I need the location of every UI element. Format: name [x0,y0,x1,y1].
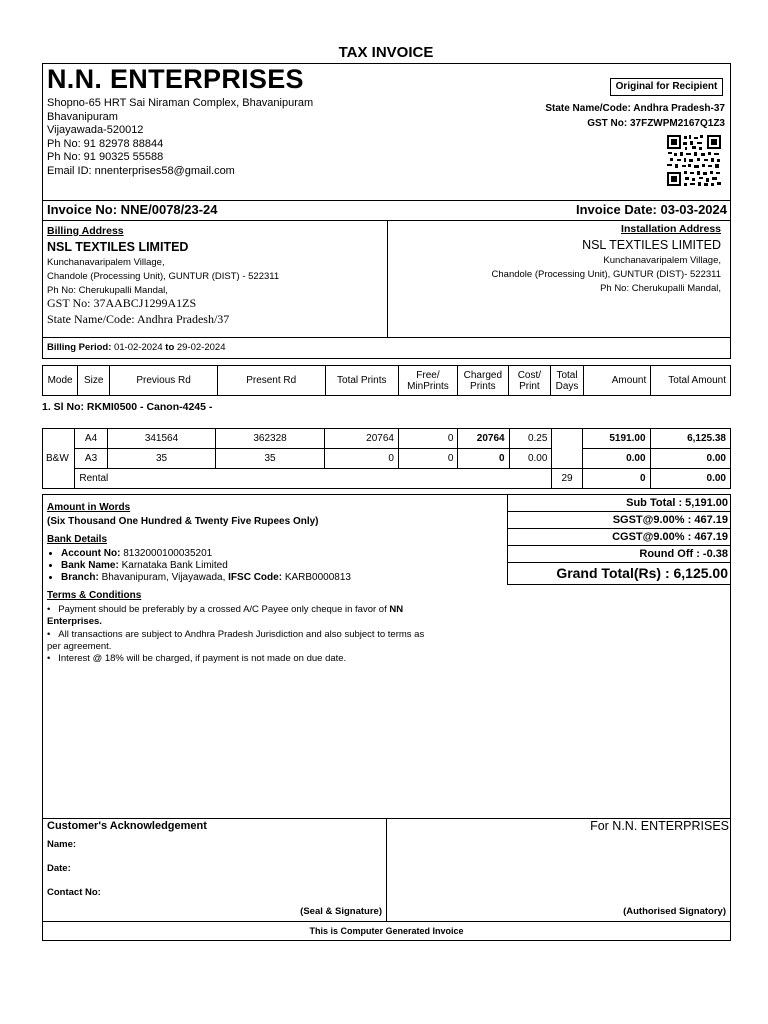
billing-address-line: Kunchanavaripalem Village, [47,257,165,268]
copy-label-box [610,78,723,96]
billing-name: NSL TEXTILES LIMITED [47,240,189,254]
seller-phone: Ph No: 91 90325 55588 [47,151,164,163]
table-row [43,449,731,469]
col-cost-per-print: Cost/ Print [508,366,550,396]
billing-period-to-word: to [165,342,175,353]
divider [42,921,731,922]
ack-contact-field: Contact No: [47,887,101,898]
invoice-date: Invoice Date: 03-03-2024 [575,202,727,217]
cgst: CGST@9.00% : 467.19 [612,531,728,543]
term-3: Interest @ 18% will be charged, if payment is not made on due date. [58,653,347,664]
table-row [43,429,731,449]
installation-phone: Ph No: Cherukupalli Mandal, [600,283,721,294]
list-item: • All transactions are subject to Andhra Pradesh Jurisdiction and also subject to terms as per agreement. [47,629,425,652]
installation-name: NSL TEXTILES LIMITED [582,238,721,252]
term-1: Payment should be preferably by a crossed A/C Payee only cheque in favor of [58,604,387,615]
for-company-label: For N.N. ENTERPRISES [590,819,729,833]
seller-address-line: Bhavanipuram [47,110,118,123]
totals-box [507,494,731,585]
rental-label-cell: Rental [75,469,552,489]
total-amount-cell: 6,125.38 [650,429,730,449]
divider [507,511,731,512]
prev-rd-cell: 341564 [107,429,216,449]
sub-total: Sub Total : 5,191.00 [626,497,728,509]
divider [507,562,731,563]
divider [386,818,387,921]
list-item [61,548,501,560]
ack-heading: Customer's Acknowledgement [47,820,207,832]
branch-label: Branch: [61,572,99,583]
rental-days-cell: 29 [552,469,582,489]
divider [42,337,731,338]
billing-state-code: State Name/Code: Andhra Pradesh/37 [47,312,230,326]
divider [507,545,731,546]
installation-address-line: Kunchanavaripalem Village, [603,255,721,266]
installation-address-line: Chandole (Processing Unit), GUNTUR (DIST)- 522311 [491,269,721,280]
billing-address-line: Chandole (Processing Unit), GUNTUR (DIST) - 522311 [47,271,280,282]
bank-details-list [47,548,501,584]
seller-address [47,97,313,178]
prev-rd-cell: 35 [107,449,216,469]
ifsc-code: KARB0000813 [284,572,351,583]
seller-gst: GST No: 37FZWPM2167Q1Z3 [587,118,725,129]
col-total-days: Total Days [551,366,584,396]
free-prints-cell: 0 [398,449,458,469]
billing-address [47,256,279,298]
terms-heading: Terms & Conditions [47,590,142,601]
seller-address-line: Vijayawada-520012 [47,124,144,136]
seller-state-code: State Name/Code: Andhra Pradesh-37 [545,103,725,114]
seller-address-line: Shopno-65 HRT Sai Niraman Complex, Bhavanipuram [47,97,314,109]
list-item [61,572,501,584]
machine-line: 1. Sl No: RKMI0500 - Canon-4245 - [42,401,213,413]
table-row [43,469,731,489]
seller-email: Email ID: nnenterprises58@gmail.com [47,164,235,177]
mode-cell: B&W [43,429,75,489]
account-number: 8132000100035201 [123,548,213,559]
present-rd-cell: 362328 [216,429,325,449]
size-cell: A3 [75,449,107,469]
qr-code-icon [666,134,722,187]
cost-cell: 0.00 [509,449,552,469]
list-item [61,560,501,572]
col-present-rd: Present Rd [217,366,325,396]
billing-period-label: Billing Period: [47,342,112,353]
billing-period-to: 29-02-2024 [176,342,226,353]
columns-header [42,365,731,396]
ack-date-field: Date: [47,863,71,874]
invoice-number: Invoice No: NNE/0078/23-24 [47,202,218,217]
col-charged-prints: Charged Prints [457,366,508,396]
round-off: Round Off : -0.38 [639,548,728,560]
divider [507,528,731,529]
doc-title: TAX INVOICE [338,44,434,61]
cost-cell: 0.25 [509,429,552,449]
amount-cell: 5191.00 [582,429,650,449]
divider [507,494,508,585]
col-size: Size [78,366,110,396]
seller-name: N.N. ENTERPRISES [47,64,304,94]
present-rd-cell: 35 [216,449,325,469]
free-prints-cell: 0 [398,429,458,449]
computer-generated-note: This is Computer Generated Invoice [309,926,464,936]
account-label: Account No: [61,548,121,559]
billing-gst: GST No: 37AABCJ1299A1ZS [47,296,197,310]
billing-address-heading: Billing Address [47,225,124,237]
branch: Bhavanipuram, Vijayawada, [101,572,226,583]
total-prints-cell: 20764 [324,429,398,449]
col-total-prints: Total Prints [325,366,398,396]
sgst: SGST@9.00% : 467.19 [612,514,728,526]
authorised-signatory-label: (Authorised Signatory) [623,906,726,917]
amount-in-words: (Six Thousand One Hundred & Twenty Five Rupees Only) [47,516,319,527]
charged-prints-cell: 20764 [458,429,509,449]
col-free-min-prints: Free/ MinPrints [398,366,457,396]
rental-total-cell: 0.00 [650,469,730,489]
amount-in-words-heading: Amount in Words [47,502,131,513]
grand-total: Grand Total(Rs) : 6,125.00 [556,565,728,581]
charged-prints-cell: 0 [458,449,509,469]
bank-name: Karnataka Bank Limited [121,560,228,571]
billing-period [47,342,226,353]
divider [507,584,731,585]
terms-list [47,604,427,665]
total-prints-cell: 0 [324,449,398,469]
bank-name-label: Bank Name: [61,560,119,571]
bank-details-heading: Bank Details [47,534,108,545]
divider [507,494,731,495]
divider [42,200,731,201]
readings-table [42,428,731,489]
amount-cell: 0.00 [582,449,650,469]
days-cell [552,429,582,469]
list-item: • Interest @ 18% will be charged, if payment is not made on due date. [47,653,347,664]
list-item: • Payment should be preferably by a crossed A/C Payee only cheque in favor of NN Enterprises. [47,604,404,627]
col-amount: Amount [583,366,650,396]
total-amount-cell: 0.00 [650,449,730,469]
term-1-payee: NN Enterprises. [47,604,404,627]
installation-address-heading: Installation Address [621,223,721,235]
ifsc-label: IFSC Code: [228,572,283,583]
copy-label: Original for Recipient [615,81,718,92]
divider [387,220,388,337]
term-2: All transactions are subject to Andhra Pradesh Jurisdiction and also subject to terms as per agreement. [47,629,425,652]
ack-name-field: Name: [47,839,77,850]
size-cell: A4 [75,429,107,449]
billing-phone: Ph No: Cherukupalli Mandal, [47,285,168,296]
installation-address [492,254,721,296]
rental-amount-cell: 0 [582,469,650,489]
seal-signature-label: (Seal & Signature) [300,906,382,917]
billing-period-from: 01-02-2024 [114,342,163,353]
col-previous-rd: Previous Rd [110,366,218,396]
col-total-amount: Total Amount [651,366,731,396]
seller-phone: Ph No: 91 82978 88844 [47,137,164,150]
col-mode: Mode [43,366,78,396]
